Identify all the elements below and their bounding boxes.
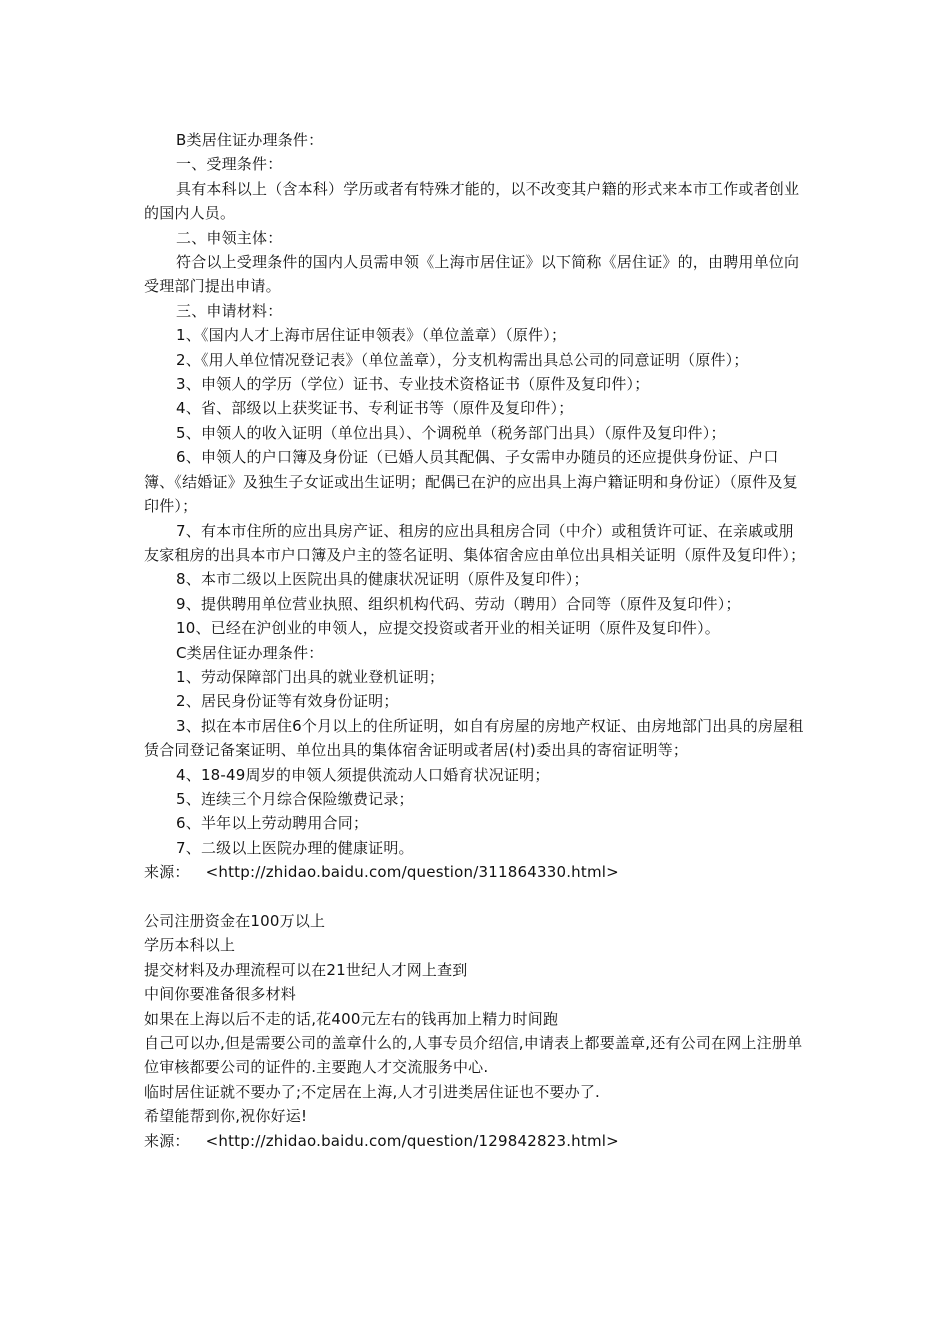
section-c-item: 1、劳动保障部门出具的就业登机证明； — [176, 667, 445, 686]
source-label: 来源： — [144, 863, 190, 882]
section-c-item: 6、半年以上劳动聘用合同； — [176, 814, 369, 833]
material-item: 4、省、部级以上获奖证书、专利证书等（原件及复印件）； — [176, 399, 574, 418]
materials-heading: 三、申请材料： — [176, 301, 283, 320]
answer-line: 自己可以办,但是需要公司的盖章什么的,人事专员介绍信,申请表上都要盖章,还有公司在网上注册单位审核都要公司的证件的.主要跑人才交流服务中心. — [144, 1034, 803, 1077]
source-link-2[interactable]: <http://zhidao.baidu.com/question/129842823.html> — [205, 1131, 619, 1150]
answer-line: 中间你要准备很多材料 — [144, 985, 297, 1004]
source-line-1 — [144, 860, 808, 884]
paragraph-gap — [144, 885, 808, 909]
subject-heading: 二、申领主体： — [176, 228, 283, 247]
section-c-item: 5、连续三个月综合保险缴费记录； — [176, 789, 414, 808]
subject-text: 符合以上受理条件的国内人员需申领《上海市居住证》以下简称《居住证》的，由聘用单位向受理部门提出申请。 — [144, 253, 800, 296]
source-label: 来源： — [144, 1131, 190, 1150]
answer-line: 学历本科以上 — [144, 936, 236, 955]
section-c-title: C类居住证办理条件： — [176, 643, 324, 662]
section-c-item: 2、居民身份证等有效身份证明； — [176, 692, 399, 711]
answer-line: 希望能帮到你,祝你好运! — [144, 1107, 308, 1126]
accept-heading: 一、受理条件： — [176, 155, 283, 174]
answer-line: 提交材料及办理流程可以在21世纪人才网上查到 — [144, 960, 468, 979]
material-item: 3、申领人的学历（学位）证书、专业技术资格证书（原件及复印件）； — [176, 375, 650, 394]
material-item: 10、已经在沪创业的申领人，应提交投资或者开业的相关证明（原件及复印件）。 — [176, 619, 720, 638]
source-link-1[interactable]: <http://zhidao.baidu.com/question/311864330.html> — [205, 863, 619, 882]
material-item: 5、申领人的收入证明（单位出具）、个调税单（税务部门出具）（原件及复印件）； — [176, 423, 726, 442]
section-c-item: 3、拟在本市居住6个月以上的住所证明，如自有房屋的房地产权证、由房地部门出具的房屋租赁合同登记备案证明、单位出具的集体宿舍证明或者居(村)委出具的寄宿证明等； — [144, 716, 804, 760]
material-item: 9、提供聘用单位营业执照、组织机构代码、劳动（聘用）合同等（原件及复印件）； — [176, 594, 741, 613]
material-item: 2、《用人单位情况登记表》（单位盖章），分支机构需出具总公司的同意证明（原件）； — [176, 350, 749, 369]
section-c-item: 4、18-49周岁的申领人须提供流动人口婚育状况证明； — [176, 765, 550, 784]
material-item: 8、本市二级以上医院出具的健康状况证明（原件及复印件）； — [176, 570, 589, 589]
document-body — [144, 128, 808, 1153]
material-item: 6、申领人的户口簿及身份证（已婚人员其配偶、子女需申办随员的还应提供身份证、户口簿、《结婚证》及独生子女证或出生证明；配偶已在沪的应出具上海户籍证明和身份证）（原件及复印件）； — [144, 448, 798, 516]
answer-line: 如果在上海以后不走的话,花400元左右的钱再加上精力时间跑 — [144, 1009, 559, 1028]
material-item: 7、有本市住所的应出具房产证、租房的应出具租房合同（中介）或租赁许可证、在亲戚或朋友家租房的出具本市户口簿及户主的签名证明、集体宿舍应由单位出具相关证明（原件及复印件）； — [144, 521, 806, 564]
material-item: 1、《国内人才上海市居住证申领表》（单位盖章）（原件）； — [176, 326, 567, 345]
accept-text: 具有本科以上（含本科）学历或者有特殊才能的，以不改变其户籍的形式来本市工作或者创业的国内人员。 — [144, 179, 800, 223]
section-b-title: B类居住证办理条件： — [176, 131, 324, 149]
answer-line: 公司注册资金在100万以上 — [144, 911, 326, 930]
section-c-item: 7、二级以上医院办理的健康证明。 — [176, 838, 414, 857]
source-line-2 — [144, 1129, 808, 1153]
answer-line: 临时居住证就不要办了;不定居在上海,人才引进类居住证也不要办了. — [144, 1082, 600, 1101]
